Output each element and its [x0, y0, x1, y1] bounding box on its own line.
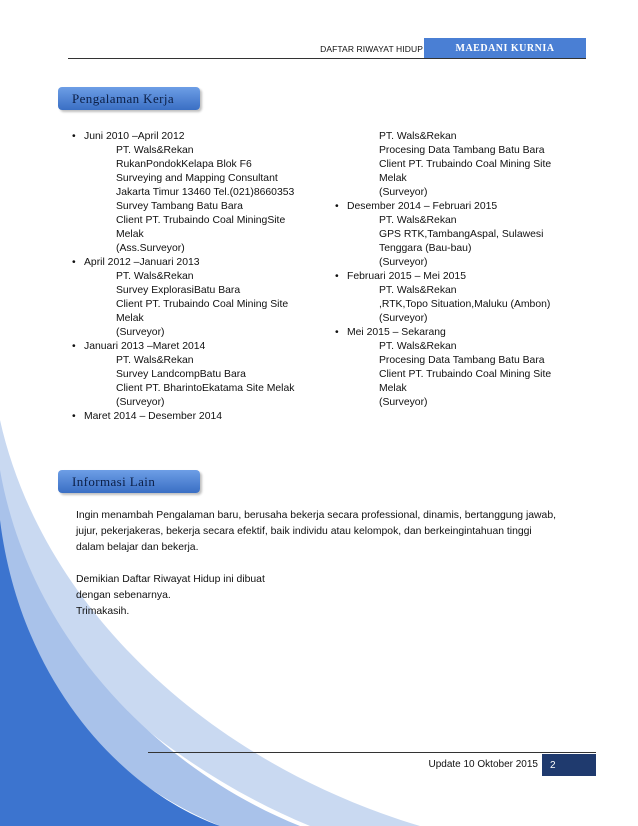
- entry-detail: Survey Tambang Batu Bara: [116, 201, 243, 212]
- entry-detail: Procesing Data Tambang Batu Bara: [379, 145, 545, 156]
- entry-period-row: [335, 270, 575, 284]
- entry-period: April 2012 –Januari 2013: [84, 257, 200, 268]
- entry-detail: Surveying and Mapping Consultant: [116, 173, 278, 184]
- entry-detail: Client PT. BharintoEkatama Site Melak: [116, 383, 295, 394]
- entry-detail: (Surveyor): [379, 257, 428, 268]
- bullet-icon: •: [335, 201, 339, 212]
- entry-detail: (Surveyor): [116, 397, 165, 408]
- entry-detail: Melak: [379, 173, 407, 184]
- document-label: DAFTAR RIWAYAT HIDUP: [320, 44, 423, 54]
- entry-detail: Client PT. Trubaindo Coal Mining Site: [379, 159, 552, 170]
- entry-detail: Client PT. Trubaindo Coal Mining Site: [116, 299, 289, 310]
- entry-detail: Client PT. Trubaindo Coal Mining Site: [379, 369, 552, 380]
- bullet-icon: •: [72, 341, 76, 352]
- entry-period: Mei 2015 – Sekarang: [347, 327, 446, 338]
- entry-detail: PT. Wals&Rekan: [116, 355, 194, 366]
- entry-period-row: [335, 326, 575, 340]
- entry-detail: PT. Wals&Rekan: [379, 215, 457, 226]
- entry-period-row: [72, 340, 322, 354]
- entry-detail: Melak: [379, 383, 407, 394]
- entry-detail: Client PT. Trubaindo Coal MiningSite: [116, 215, 286, 226]
- update-date: Update 10 Oktober 2015: [428, 759, 538, 770]
- entry-detail: Procesing Data Tambang Batu Bara: [379, 355, 545, 366]
- owner-name-badge: MAEDANI KURNIA: [424, 38, 586, 58]
- footer-divider: [148, 752, 596, 753]
- section-heading-experience: Pengalaman Kerja: [58, 87, 200, 110]
- entry-detail: (Surveyor): [379, 397, 428, 408]
- experience-entry: [335, 200, 575, 270]
- entry-period: Februari 2015 – Mei 2015: [347, 271, 466, 282]
- bullet-icon: •: [72, 411, 76, 422]
- entry-detail: (Ass.Surveyor): [116, 243, 185, 254]
- info-text: [76, 508, 576, 620]
- entry-period: Desember 2014 – Februari 2015: [347, 201, 498, 212]
- page-number: 2: [542, 754, 596, 776]
- info-line: dalam belajar dan bekerja.: [76, 542, 199, 553]
- entry-detail: (Surveyor): [379, 313, 428, 324]
- entry-period: Juni 2010 –April 2012: [84, 131, 185, 142]
- entry-period: Maret 2014 – Desember 2014: [84, 411, 223, 422]
- entry-period-row: [335, 200, 575, 214]
- entry-detail: Jakarta Timur 13460 Tel.(021)8660353: [116, 187, 295, 198]
- entry-period-row: [72, 256, 322, 270]
- entry-detail: Tenggara (Bau-bau): [379, 243, 472, 254]
- entry-detail: Survey LandcompBatu Bara: [116, 369, 246, 380]
- entry-period-row: [72, 410, 322, 424]
- header-divider: [68, 58, 586, 59]
- entry-detail: RukanPondokKelapa Blok F6: [116, 159, 252, 170]
- entry-detail: Melak: [116, 229, 144, 240]
- info-line: Ingin menambah Pengalaman baru, berusaha bekerja secara professional, dinamis, bertanggung jawab,: [76, 510, 557, 521]
- experience-entry: [72, 410, 322, 424]
- experience-column-right: [335, 130, 575, 410]
- entry-period-row: [72, 130, 322, 144]
- entry-detail: GPS RTK,TambangAspal, Sulawesi: [379, 229, 544, 240]
- bullet-icon: •: [335, 271, 339, 282]
- entry-detail: Survey ExplorasiBatu Bara: [116, 285, 241, 296]
- info-line: jujur, pekerjakeras, bekerja secara efektif, baik individu atau kelompok, dan berkeingintahuan tinggi: [76, 526, 532, 537]
- entry-detail: (Surveyor): [379, 187, 428, 198]
- entry-period: Januari 2013 –Maret 2014: [84, 341, 206, 352]
- entry-detail: PT. Wals&Rekan: [379, 131, 457, 142]
- paragraph-gap: [76, 556, 576, 572]
- experience-entry: [72, 256, 322, 340]
- closing-line: Demikian Daftar Riwayat Hidup ini dibuat: [76, 574, 265, 585]
- bullet-icon: •: [335, 327, 339, 338]
- experience-entry: [72, 340, 322, 410]
- closing-line: Trimakasih.: [76, 606, 130, 617]
- entry-detail: (Surveyor): [116, 327, 165, 338]
- entry-detail: Melak: [116, 313, 144, 324]
- experience-entry: [335, 130, 575, 200]
- experience-column-left: [72, 130, 322, 424]
- entry-detail: ,RTK,Topo Situation,Maluku (Ambon): [379, 299, 551, 310]
- entry-detail: PT. Wals&Rekan: [116, 145, 194, 156]
- closing-line: dengan sebenarnya.: [76, 590, 171, 601]
- bullet-icon: •: [72, 131, 76, 142]
- bullet-icon: •: [72, 257, 76, 268]
- experience-entry: [335, 270, 575, 326]
- entry-detail: PT. Wals&Rekan: [116, 271, 194, 282]
- experience-entry: [72, 130, 322, 256]
- section-heading-info: Informasi Lain: [58, 470, 200, 493]
- experience-entry: [335, 326, 575, 410]
- entry-detail: PT. Wals&Rekan: [379, 341, 457, 352]
- entry-detail: PT. Wals&Rekan: [379, 285, 457, 296]
